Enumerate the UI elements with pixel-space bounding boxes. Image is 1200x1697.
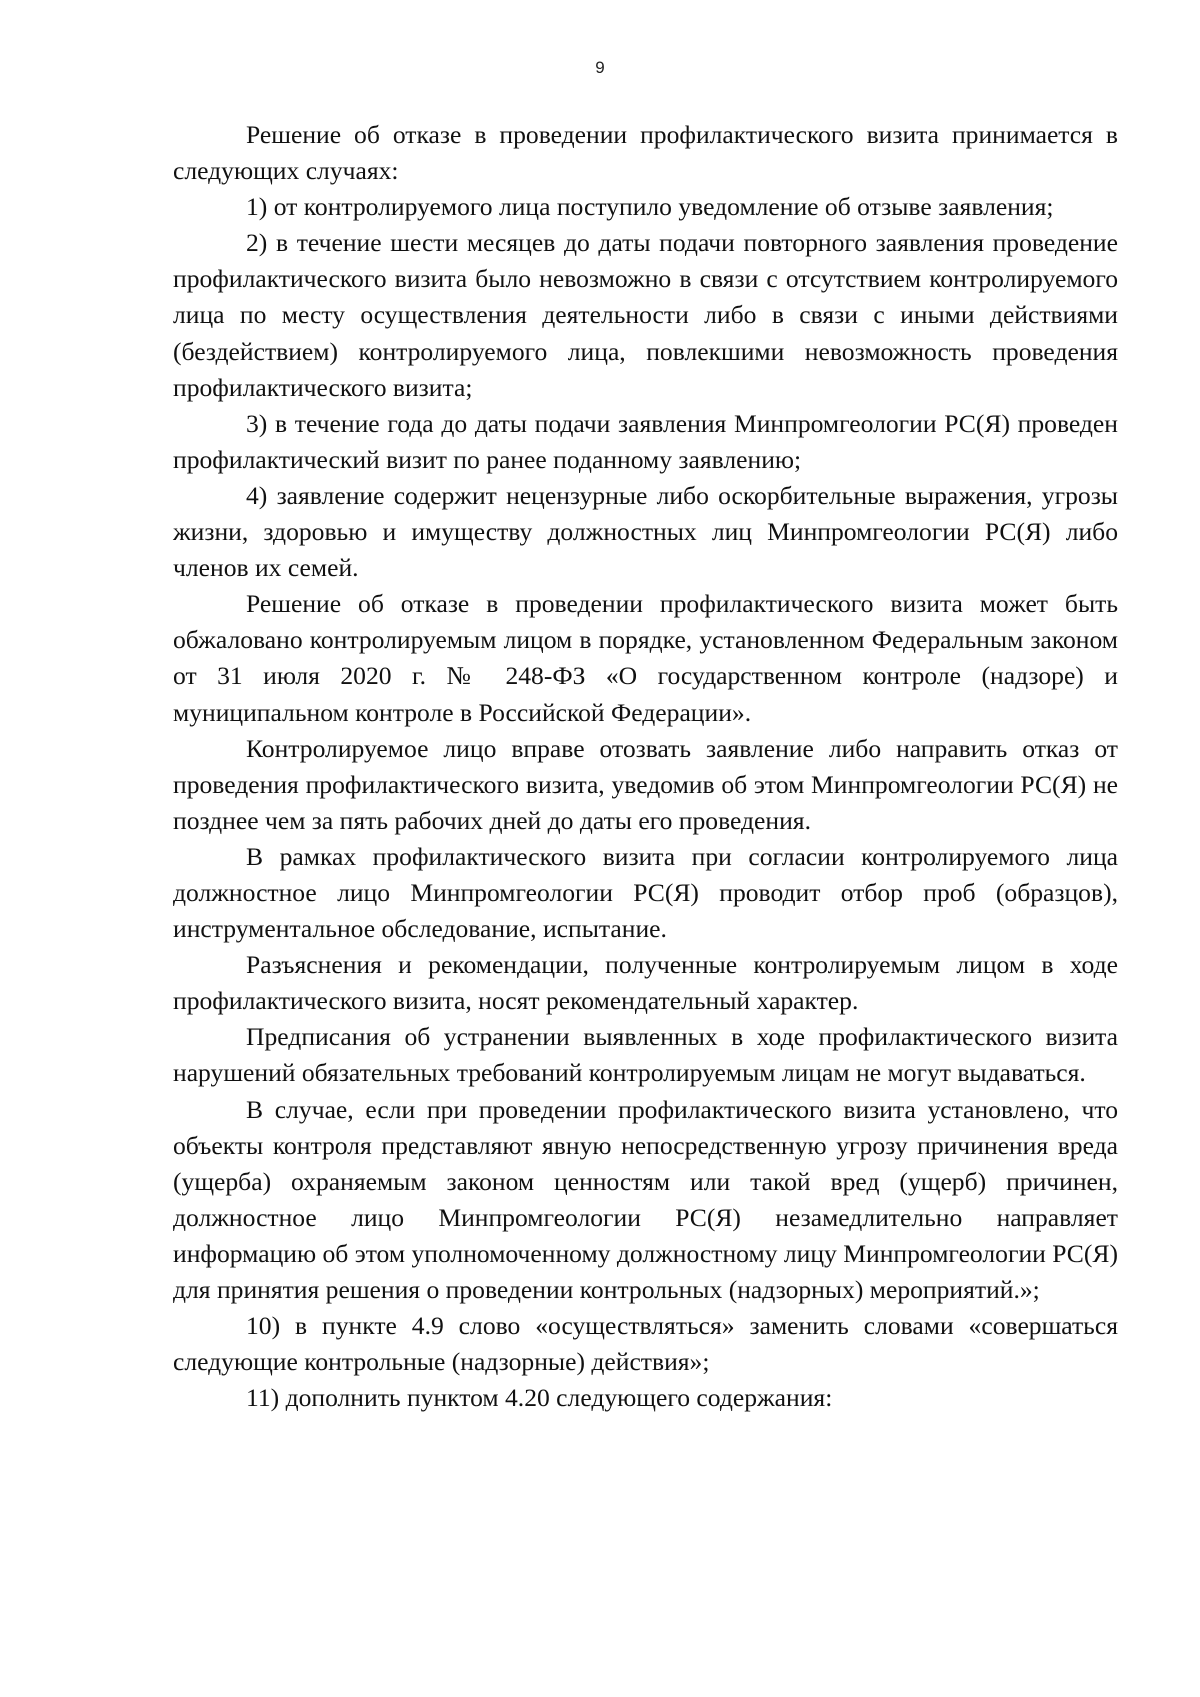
paragraph-threat: В случае, если при проведении профилактического визита установлено, что объекты контроля представляют явную непосредственную угрозу причинения вреда (ущерба) охраняемым законом ценностям или такой вред (ущерб) причинен, должностное лицо Минпромгеологии РС(Я) незамедлительно направляет информацию об этом уполномоченному должностному лицу Минпромгеологии РС(Я) для принятия решения о проведении контрольных (надзорных) мероприятий.»;: [173, 1094, 1118, 1304]
list-item-3: 3) в течение года до даты подачи заявления Минпромгеологии РС(Я) проведен профилактический визит по ранее поданному заявлению;: [173, 408, 1118, 474]
amendment-item-11: 11) дополнить пунктом 4.20 следующего содержания:: [246, 1383, 833, 1413]
page-number: 9: [595, 58, 605, 77]
document-body: [173, 117, 1118, 1416]
amendment-item-10: 10) в пункте 4.9 слово «осуществляться» заменить словами «совершаться следующие контрольные (надзорные) действия»;: [173, 1311, 1118, 1377]
list-item-2: 2) в течение шести месяцев до даты подачи повторного заявления проведение профилактического визита было невозможно в связи с отсутствием контролируемого лица по месту осуществления деятельности либо в связи с иными действиями (бездействием) контролируемого лица, повлекшими невозможность проведения профилактического визита;: [173, 228, 1118, 402]
paragraph-orders: Предписания об устранении выявленных в ходе профилактического визита нарушений обязательных требований контролируемым лицам не могут выдаваться.: [173, 1022, 1118, 1088]
paragraph-refusal-cases: Решение об отказе в проведении профилактического визита принимается в следующих случаях:: [173, 120, 1118, 186]
paragraph-appeal: Решение об отказе в проведении профилактического визита может быть обжаловано контролируемым лицом в порядке, установленном Федеральным законом от 31 июля 2020 г. № 248-ФЗ «О государственном контроле (надзоре) и муниципальном контроле в Российской Федерации».: [173, 589, 1118, 727]
list-item-4: 4) заявление содержит нецензурные либо оскорбительные выражения, угрозы жизни, здоровью и имуществу должностных лиц Минпромгеологии РС(Я) либо членов их семей.: [173, 480, 1118, 583]
paragraph-withdrawal: Контролируемое лицо вправе отозвать заявление либо направить отказ от проведения профилактического визита, уведомив об этом Минпромгеологии РС(Я) не позднее чем за пять рабочих дней до даты его проведения.: [173, 733, 1118, 835]
paragraph-recommendations: Разъяснения и рекомендации, полученные контролируемым лицом в ходе профилактического визита, носят рекомендательный характер.: [173, 950, 1118, 1016]
paragraph-sampling: В рамках профилактического визита при согласии контролируемого лица должностное лицо Минпромгеологии РС(Я) проводит отбор проб (образцов), инструментальное обследование, испытание.: [173, 841, 1118, 944]
list-item-1: 1) от контролируемого лица поступило уведомление об отзыве заявления;: [246, 192, 1054, 222]
